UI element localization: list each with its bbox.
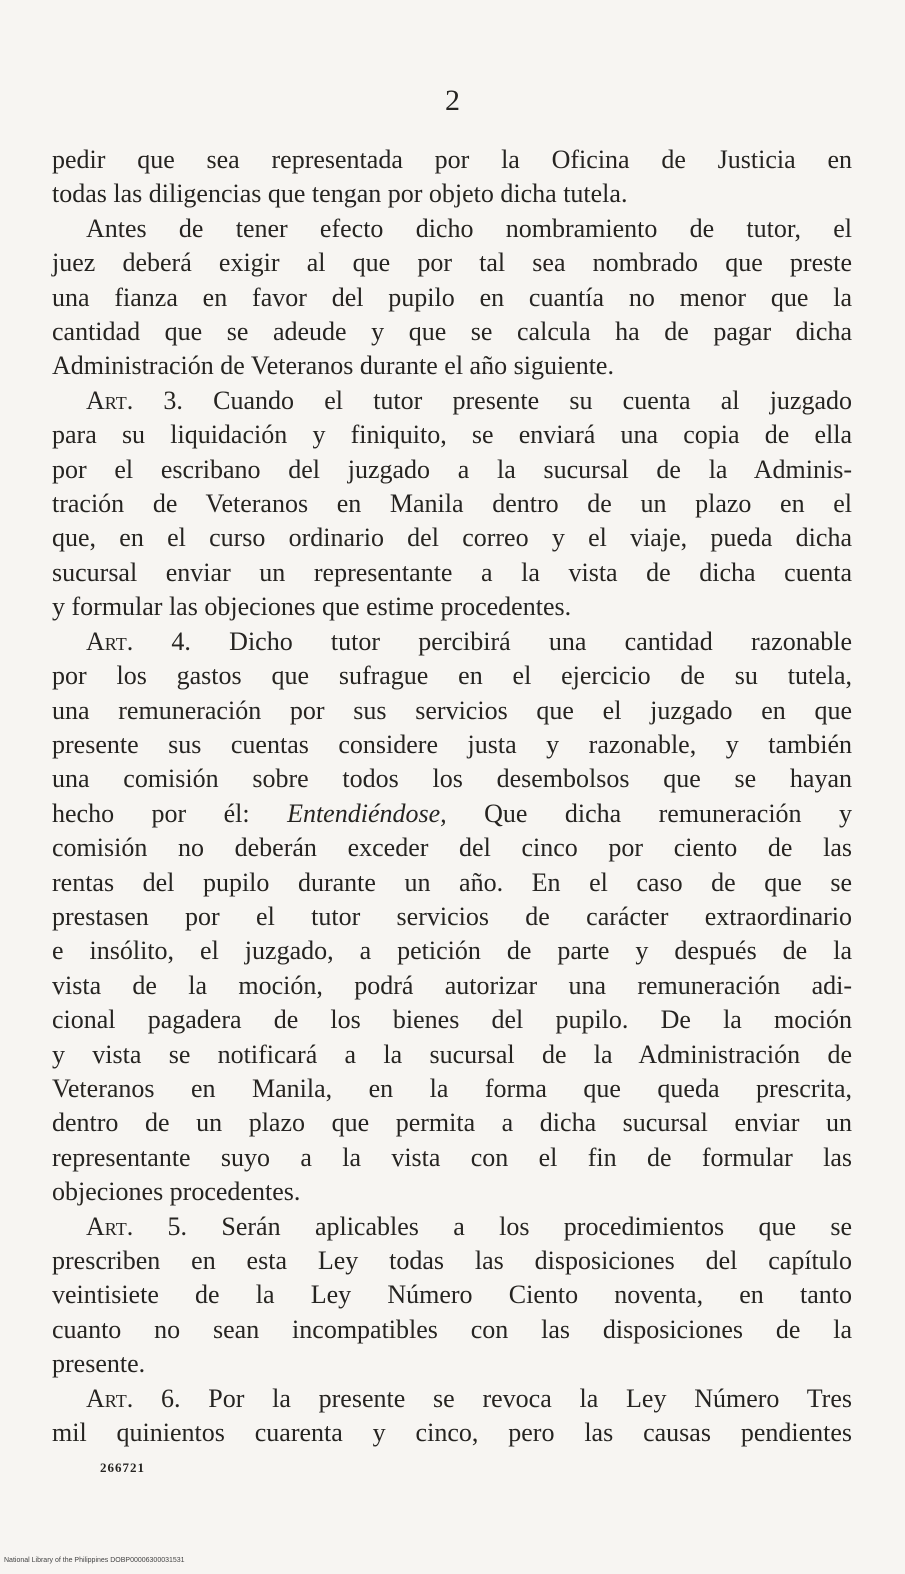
- line-text: rentas del pupilo durante un año. En el caso de que se: [52, 867, 852, 897]
- article-label: Art.: [86, 385, 134, 415]
- line-text: por el escribano del juzgado a la sucursal de la Adminis-: [52, 454, 852, 484]
- line-text: y formular las objeciones que estime procedentes.: [52, 592, 572, 622]
- line-text: veintisiete de la Ley Número Ciento noventa, en tanto: [52, 1280, 852, 1310]
- text-line: [52, 1313, 852, 1347]
- line-text: para su liquidación y finiquito, se enviará una copia de ella: [52, 420, 852, 450]
- text-line: [52, 590, 852, 624]
- line-text: presente sus cuentas considere justa y razonable, y también: [52, 729, 852, 759]
- line-text: y vista se notificará a la sucursal de la Administración de: [52, 1039, 852, 1069]
- line-text: 3. Cuando el tutor presente su cuenta al juzgado: [133, 385, 852, 415]
- line-text: cional pagadera de los bienes del pupilo. De la moción: [52, 1005, 852, 1035]
- text-line: [52, 1244, 852, 1278]
- text-line: [52, 1278, 852, 1312]
- line-text: dentro de un plazo que permita a dicha sucursal enviar un: [52, 1108, 852, 1138]
- line-text: Administración de Veteranos durante el año siguiente.: [52, 351, 614, 381]
- text-line: [52, 349, 852, 383]
- line-text: 5. Serán aplicables a los procedimientos que se: [133, 1211, 852, 1241]
- line-text: que, en el curso ordinario del correo y el viaje, pueda dicha: [52, 523, 852, 553]
- text-line: [52, 1347, 852, 1381]
- line-text: comisión no deberán exceder del cinco por ciento de las: [52, 833, 852, 863]
- text-line: [52, 1003, 852, 1037]
- text-line: [52, 246, 852, 280]
- article-label: Art.: [86, 626, 134, 656]
- line-text: sucursal enviar un representante a la vista de dicha cuenta: [52, 557, 852, 587]
- text-line: [52, 487, 852, 521]
- line-text: objeciones procedentes.: [52, 1177, 301, 1207]
- text-line: [52, 177, 852, 211]
- text-line: [52, 418, 852, 452]
- line-text: Veteranos en Manila, en la forma que queda prescrita,: [52, 1073, 852, 1103]
- line-text: representante suyo a la vista con el fin de formular las: [52, 1142, 852, 1172]
- line-text: e insólito, el juzgado, a petición de parte y después de la: [52, 936, 852, 966]
- line-text: presente.: [52, 1349, 146, 1379]
- text-line: [52, 831, 852, 865]
- line-text: 4. Dicho tutor percibirá una cantidad razonable: [133, 626, 852, 656]
- text-line: [52, 1141, 852, 1175]
- line-text: Antes de tener efecto dicho nombramiento de tutor, el: [86, 213, 852, 243]
- text-line: [52, 866, 852, 900]
- text-line: [52, 521, 852, 555]
- line-text: una remuneración por sus servicios que el juzgado en que: [52, 695, 852, 725]
- text-line: [52, 1382, 852, 1416]
- text-line: [52, 1175, 852, 1209]
- text-line: [52, 900, 852, 934]
- italic-term: Entendiéndose,: [287, 798, 447, 828]
- text-line: [52, 1210, 852, 1244]
- article-label: Art.: [86, 1383, 134, 1413]
- line-text: cuanto no sean incompatibles con las disposiciones de la: [52, 1314, 852, 1344]
- line-text: una comisión sobre todos los desembolsos que se hayan: [52, 764, 852, 794]
- line-text: mil quinientos cuarenta y cinco, pero las causas pendientes: [52, 1418, 852, 1448]
- text-line: [52, 762, 852, 796]
- line-text: por los gastos que sufrague en el ejercicio de su tutela,: [52, 661, 852, 691]
- line-text: todas las diligencias que tengan por objeto dicha tutela.: [52, 179, 628, 209]
- line-text-after: Que dicha remuneración y: [446, 798, 852, 828]
- line-text: tración de Veteranos en Manila dentro de un plazo en el: [52, 489, 852, 519]
- text-line: [52, 1106, 852, 1140]
- line-text: vista de la moción, podrá autorizar una remuneración adi-: [52, 970, 852, 1000]
- text-line: [52, 281, 852, 315]
- text-line: [52, 625, 852, 659]
- text-line: [52, 556, 852, 590]
- text-line: [52, 1038, 852, 1072]
- text-line: [52, 143, 852, 177]
- line-text: pedir que sea representada por la Oficina de Justicia en: [52, 145, 852, 174]
- text-line: [52, 969, 852, 1003]
- text-line: [52, 1072, 852, 1106]
- line-text: juez deberá exigir al que por tal sea nombrado que preste: [52, 248, 852, 278]
- line-text: hecho por él:: [52, 798, 288, 828]
- text-line: [52, 384, 852, 418]
- article-label: Art.: [86, 1211, 134, 1241]
- line-text: cantidad que se adeude y que se calcula ha de pagar dicha: [52, 317, 852, 347]
- line-text: prestasen por el tutor servicios de carácter extraordinario: [52, 901, 852, 931]
- text-line: [52, 212, 852, 246]
- line-text: prescriben en esta Ley todas las disposiciones del capítulo: [52, 1246, 852, 1275]
- text-line: [52, 453, 852, 487]
- text-line: [52, 659, 852, 693]
- text-line: [52, 797, 852, 831]
- archive-footer: National Library of the Philippines DOBP00006300031531: [4, 1557, 185, 1564]
- text-line: [52, 934, 852, 968]
- text-line: [52, 315, 852, 349]
- line-text: una fianza en favor del pupilo en cuantía no menor que la: [52, 282, 852, 312]
- print-code: 266721: [100, 1460, 145, 1475]
- text-line: [52, 694, 852, 728]
- text-line: [52, 1416, 852, 1450]
- page-number: 2: [445, 84, 460, 117]
- text-line: [52, 728, 852, 762]
- line-text: 6. Por la presente se revoca la Ley Número Tres: [133, 1383, 852, 1413]
- body-text: [52, 143, 852, 1450]
